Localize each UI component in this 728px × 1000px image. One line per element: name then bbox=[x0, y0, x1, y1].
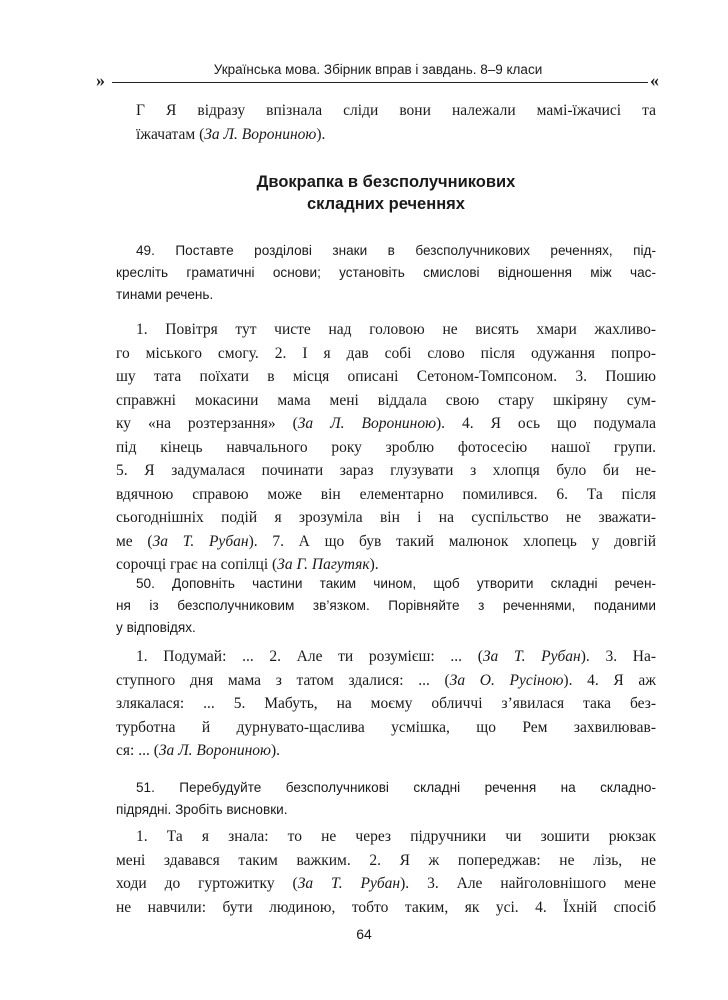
page-number: 64 bbox=[356, 926, 372, 942]
text-line: шу тата поїхати в місця описані Сетоном-Томпсоном. 3. Пошию bbox=[116, 368, 656, 385]
exercise-50-text bbox=[116, 645, 656, 763]
exercise-50-task bbox=[116, 573, 656, 639]
task-line: кресліть граматичні основи; установіть смислові відношення між час- bbox=[116, 265, 656, 280]
text-line: мені здавався таким важким. 2. Я ж попереджав: не лізь, не bbox=[116, 851, 656, 869]
task-line: підрядні. Зробіть висновки. bbox=[116, 802, 288, 817]
task-line: 49. Поставте розділові знаки в безсполучникових реченнях, під- bbox=[136, 243, 656, 258]
task-line: у відповідях. bbox=[116, 620, 196, 635]
header-rule bbox=[112, 82, 648, 83]
task-line: 51. Перебудуйте безсполучникові складні речення на складно- bbox=[136, 780, 656, 795]
section-title-line-1: Двокрапка в безсполучникових bbox=[256, 173, 516, 191]
task-line: 50. Доповніть частини таким чином, щоб утворити складні речен- bbox=[136, 576, 656, 591]
text-line: го міського смогу. 2. І я дав собі слово після одужання попро- bbox=[116, 344, 656, 362]
text-line: ме (За Т. Рубан). 7. А що був такий малюнок хлопець у довгій bbox=[116, 532, 656, 550]
text-line: сьогоднішніх подій я зрозуміла він і на суспільство не зважати- bbox=[116, 509, 656, 526]
text-line: сорочці грає на сопілці (За Г. Пагутяк). bbox=[116, 556, 379, 573]
item-g-line: Г Я відразу впізнала сліди вони належали мамі-їжачисі та bbox=[136, 102, 656, 119]
text-line: вдячною справою може він елементарно помилився. 6. Та після bbox=[116, 485, 656, 503]
text-line: ходи до гуртожитку (За Т. Рубан). 3. Але найголовнішого мене bbox=[116, 875, 656, 892]
text-line: ступного дня мама з татом здалися: ... (За О. Русіною). 4. Я аж bbox=[116, 671, 656, 689]
text-line: 5. Я задумалася починати зараз глузувати з хлопця було би не- bbox=[116, 462, 656, 479]
exercise-51-text bbox=[116, 825, 656, 919]
exercise-49-text bbox=[116, 318, 656, 577]
text-line: справжні мокасини мама мені віддала свою стару шкіряну сум- bbox=[116, 391, 656, 409]
task-line: тинами речень. bbox=[116, 287, 214, 302]
exercise-49-task bbox=[116, 240, 656, 306]
item-g bbox=[116, 99, 656, 146]
text-line: ку «на розтерзання» (За Л. Ворониною). 4. Я ось що подумала bbox=[116, 415, 656, 432]
item-g-line: їжачатам (За Л. Ворониною). bbox=[136, 125, 326, 143]
exercise-51-task bbox=[116, 777, 656, 821]
text-line: турботна й дурнувато-щаслива усмішка, що Рем захвилював- bbox=[116, 718, 656, 736]
task-line: ня із безсполучниковим зв’язком. Порівняйте з реченнями, поданими bbox=[116, 598, 656, 613]
header-right-mark: « bbox=[650, 70, 659, 90]
text-line: ся: ... (За Л. Ворониною). bbox=[116, 742, 280, 759]
header-left-mark: » bbox=[96, 70, 105, 90]
text-line: 1. Та я знала: то не через підручники чи зошити рюкзак bbox=[136, 828, 656, 845]
text-line: під кінець навчального року зроблю фотосесію нашої групи. bbox=[116, 438, 656, 456]
running-header: Українська мова. Збірник вправ і завдань. 8–9 класи bbox=[213, 62, 543, 77]
text-line: злякалася: ... 5. Мабуть, на моєму обличчі з’явилася така без- bbox=[116, 695, 656, 712]
section-title bbox=[116, 171, 656, 215]
text-line: 1. Повітря тут чисте над головою не висять хмари жахливо- bbox=[136, 321, 656, 338]
section-title-line-2: складних реченнях bbox=[307, 195, 465, 213]
text-line: не навчили: бути людиною, тобто таким, як усі. 4. Їхній спосіб bbox=[116, 898, 656, 916]
text-line: 1. Подумай: ... 2. Але ти розумієш: ... (За Т. Рубан). 3. На- bbox=[136, 648, 656, 665]
